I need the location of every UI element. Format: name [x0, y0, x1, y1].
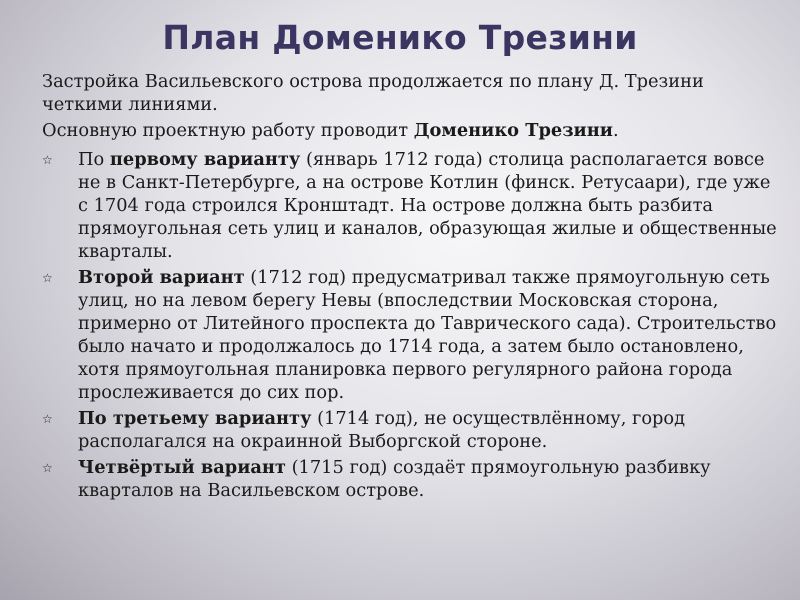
variant-text: (январь 1712 года) столица располагается вовсе не в Санкт-Петербурге, а на острове Котлин (финск. Ретусаари), где уже с 1704 года строился Кронштадт. На острове должна быть разбита прямоугольная сеть улиц и каналов, образующая жилые и общественные кварталы. — [78, 149, 777, 262]
intro-paragraph-1: Застройка Васильевского острова продолжается по плану Д. Трезини четкими линиями. — [42, 71, 704, 115]
variant-item-1 — [42, 148, 782, 263]
star-bullet-icon: ☆ — [42, 153, 53, 167]
variant-text: (1715 год) создаёт прямоугольную разбивку кварталов на Васильевском острове. — [78, 457, 711, 501]
variant-item-2 — [42, 266, 782, 404]
intro-bold-name: Доменико Трезини — [413, 120, 613, 141]
variant-text: (1712 год) предусматривал также прямоугольную сеть улиц, но на левом берегу Невы (впоследствии Московская сторона, примерно от Литейного проспекта до Таврического сада). Строительство было начато и продолжалось до 1714 года, а затем было остановлено, хотя прямоугольная планировка первого регулярного района города прослеживается до сих пор. — [78, 267, 777, 403]
star-bullet-icon: ☆ — [42, 461, 53, 475]
variant-text: (1714 год), не осуществлённому, город располагался на окраинной Выборгской стороне. — [78, 408, 686, 452]
star-bullet-icon: ☆ — [42, 271, 53, 285]
variant-item-3 — [42, 407, 782, 453]
intro-suffix: . — [612, 120, 619, 141]
intro-paragraph-2 — [42, 119, 782, 142]
star-bullet-icon: ☆ — [42, 412, 53, 426]
intro-text: Основную проектную работу проводит — [42, 120, 414, 141]
variant-prefix: По — [78, 149, 110, 170]
variant-item-4 — [42, 456, 782, 502]
variant-title: Четвёртый вариант — [78, 457, 286, 478]
variant-title: Второй вариант — [78, 267, 245, 288]
variant-title: первому варианту — [109, 149, 301, 170]
slide-title: План Доменико Трезини — [162, 18, 638, 57]
variant-title: По третьему варианту — [78, 408, 312, 429]
variants-list — [42, 148, 782, 502]
slide-body — [42, 70, 782, 505]
